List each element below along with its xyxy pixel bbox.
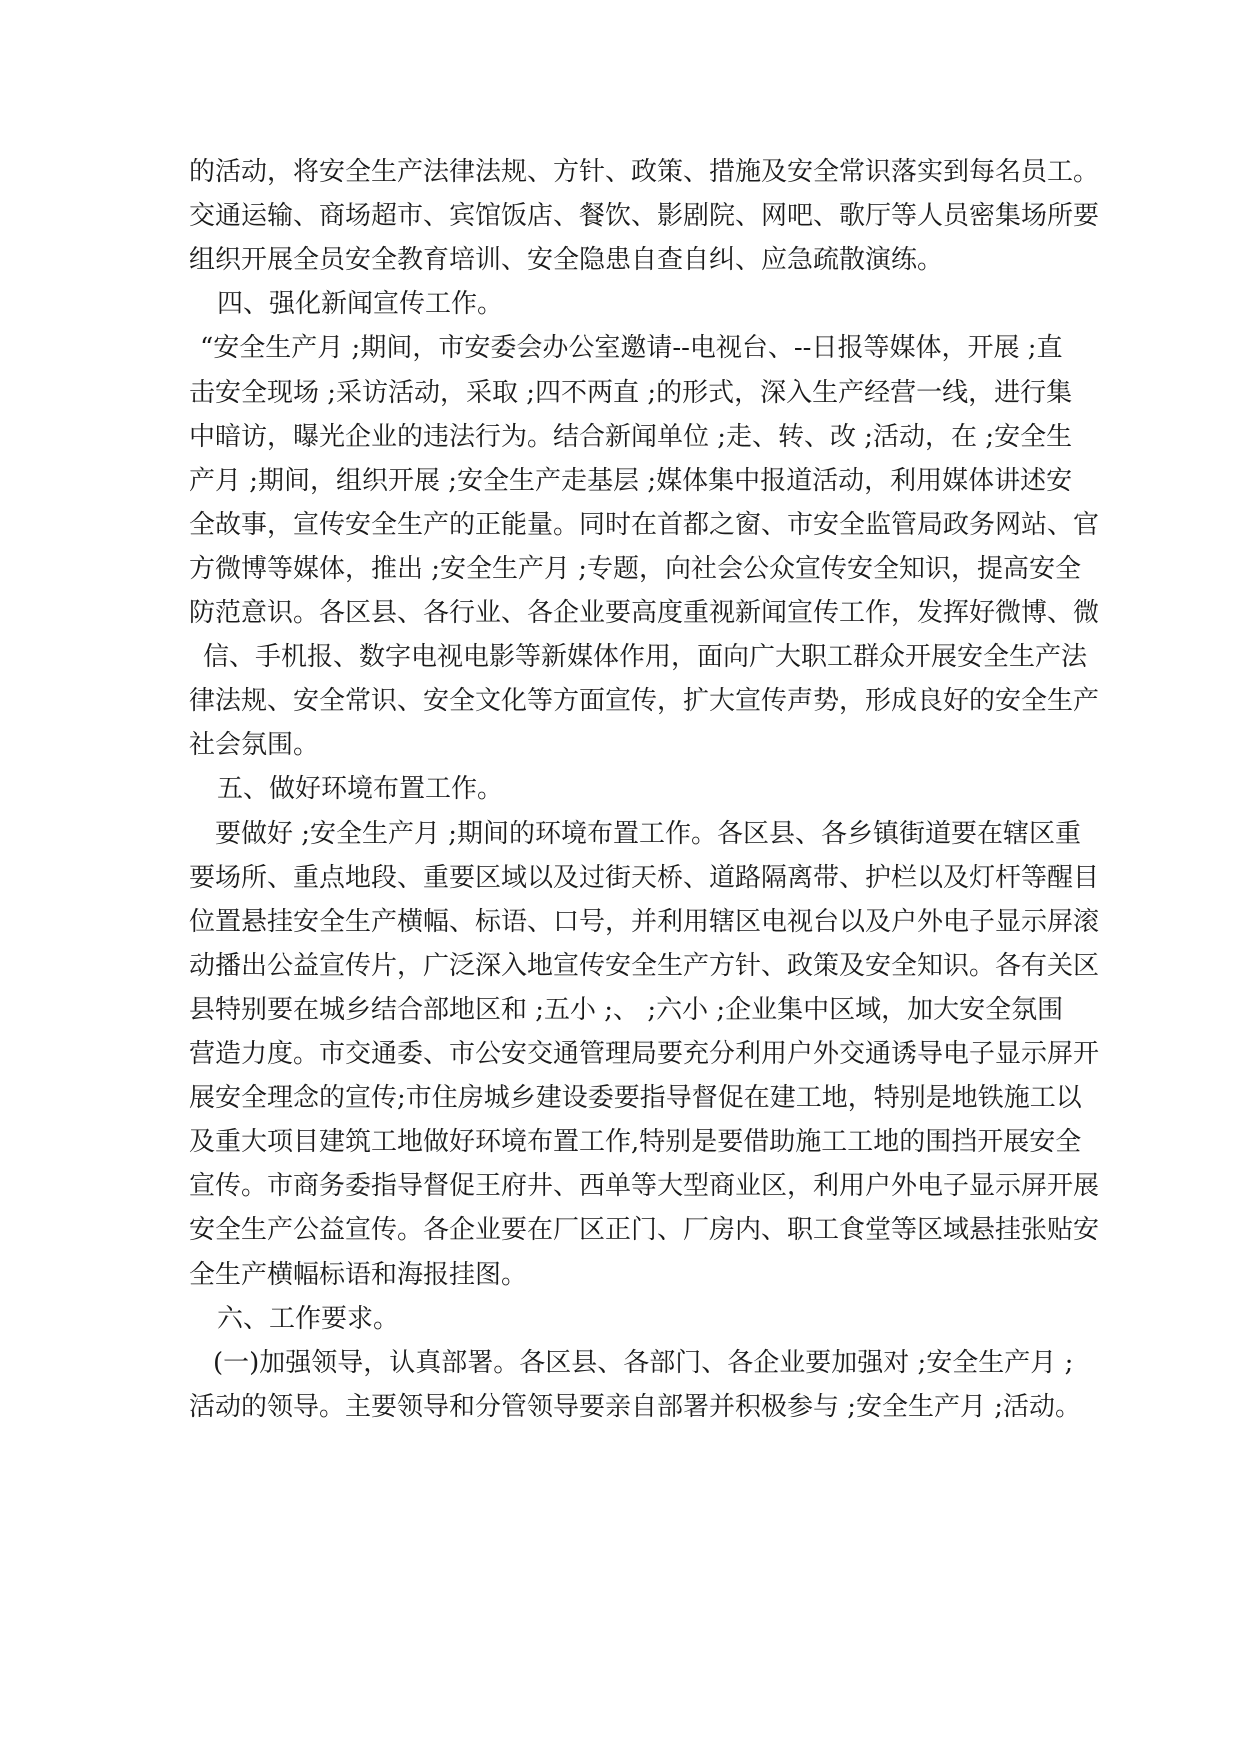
text-line-content: 产月 ;期间，组织开展 ;安全生产走基层 ;媒体集中报道活动，利用媒体讲述安 [189,466,1073,496]
text-line-content: “安全生产月 ;期间，市安委会办公室邀请--电视台、--日报等媒体，开展 ;直 [200,333,1063,363]
text-line-content: 的活动，将安全生产法律法规、方针、政策、措施及安全常识落实到每名员工。 [189,157,1100,187]
text-line-content: 活动的领导。主要领导和分管领导要亲自部署并积极参与 ;安全生产月 ;活动。 [189,1392,1082,1422]
text-line-content: 律法规、安全常识、安全文化等方面宣传，扩大宣传声势，形成良好的安全生产 [189,686,1100,716]
text-line-content: 击安全现场 ;采访活动，采取 ;四不两直 ;的形式，深入生产经营一线，进行集 [189,378,1073,408]
text-line-content: 县特别要在城乡结合部地区和 ;五小 ;、 ;六小 ;企业集中区域，加大安全氛围 [189,995,1064,1025]
text-line-content: 及重大项目建筑工地做好环境布置工作,特别是要借助施工工地的围挡开展安全 [189,1127,1082,1157]
text-line-content: 要场所、重点地段、重要区域以及过街天桥、道路隔离带、护栏以及灯杆等醒目 [189,863,1100,893]
text-line-content: 中暗访，曝光企业的违法行为。结合新闻单位 ;走、转、改 ;活动，在 ;安全生 [189,422,1073,452]
text-line-content: 安全生产公益宣传。各企业要在厂区正门、厂房内、职工食堂等区域悬挂张贴安 [189,1215,1100,1245]
text-line-content: 组织开展全员安全教育培训、安全隐患自查自纠、应急疏散演练。 [189,245,944,275]
text-line-content: 社会氛围。 [189,730,320,760]
text-line-content: 四、强化新闻宣传工作。 [217,289,504,319]
text-line-content: 宣传。市商务委指导督促王府井、西单等大型商业区，利用户外电子显示屏开展 [189,1171,1100,1201]
text-line-content: 六、工作要求。 [217,1304,400,1334]
text-line-content: 位置悬挂安全生产横幅、标语、口号，并利用辖区电视台以及户外电子显示屏滚 [189,907,1100,937]
text-line-content: (一)加强领导，认真部署。各区县、各部门、各企业要加强对 ;安全生产月 ; [213,1348,1074,1378]
text-line-content: 防范意识。各区县、各行业、各企业要高度重视新闻宣传工作，发挥好微博、微 [189,598,1100,628]
text-line-content: 营造力度。市交通委、市公安交通管理局要充分利用户外交通诱导电子显示屏开 [189,1039,1100,1069]
text-line-content: 五、做好环境布置工作。 [217,774,504,804]
text-line [0,1381,1241,1433]
text-line-content: 交通运输、商场超市、宾馆饭店、餐饮、影剧院、网吧、歌厅等人员密集场所要 [189,201,1100,231]
text-line-content: 方微博等媒体，推出 ;安全生产月 ;专题，向社会公众宣传安全知识，提高安全 [189,554,1082,584]
text-line-content: 要做好 ;安全生产月 ;期间的环境布置工作。各区县、各乡镇街道要在辖区重 [215,819,1082,849]
text-line-content: 展安全理念的宣传;市住房城乡建设委要指导督促在建工地，特别是地铁施工以 [189,1083,1082,1113]
text-line-content: 动播出公益宣传片，广泛深入地宣传安全生产方针、政策及安全知识。各有关区 [189,951,1100,981]
text-line-content: 信、手机报、数字电视电影等新媒体作用，面向广大职工群众开展安全生产法 [203,642,1088,672]
text-line-content: 全生产横幅标语和海报挂图。 [189,1260,528,1290]
text-line-content: 全故事，宣传安全生产的正能量。同时在首都之窗、市安全监管局政务网站、官 [189,510,1100,540]
